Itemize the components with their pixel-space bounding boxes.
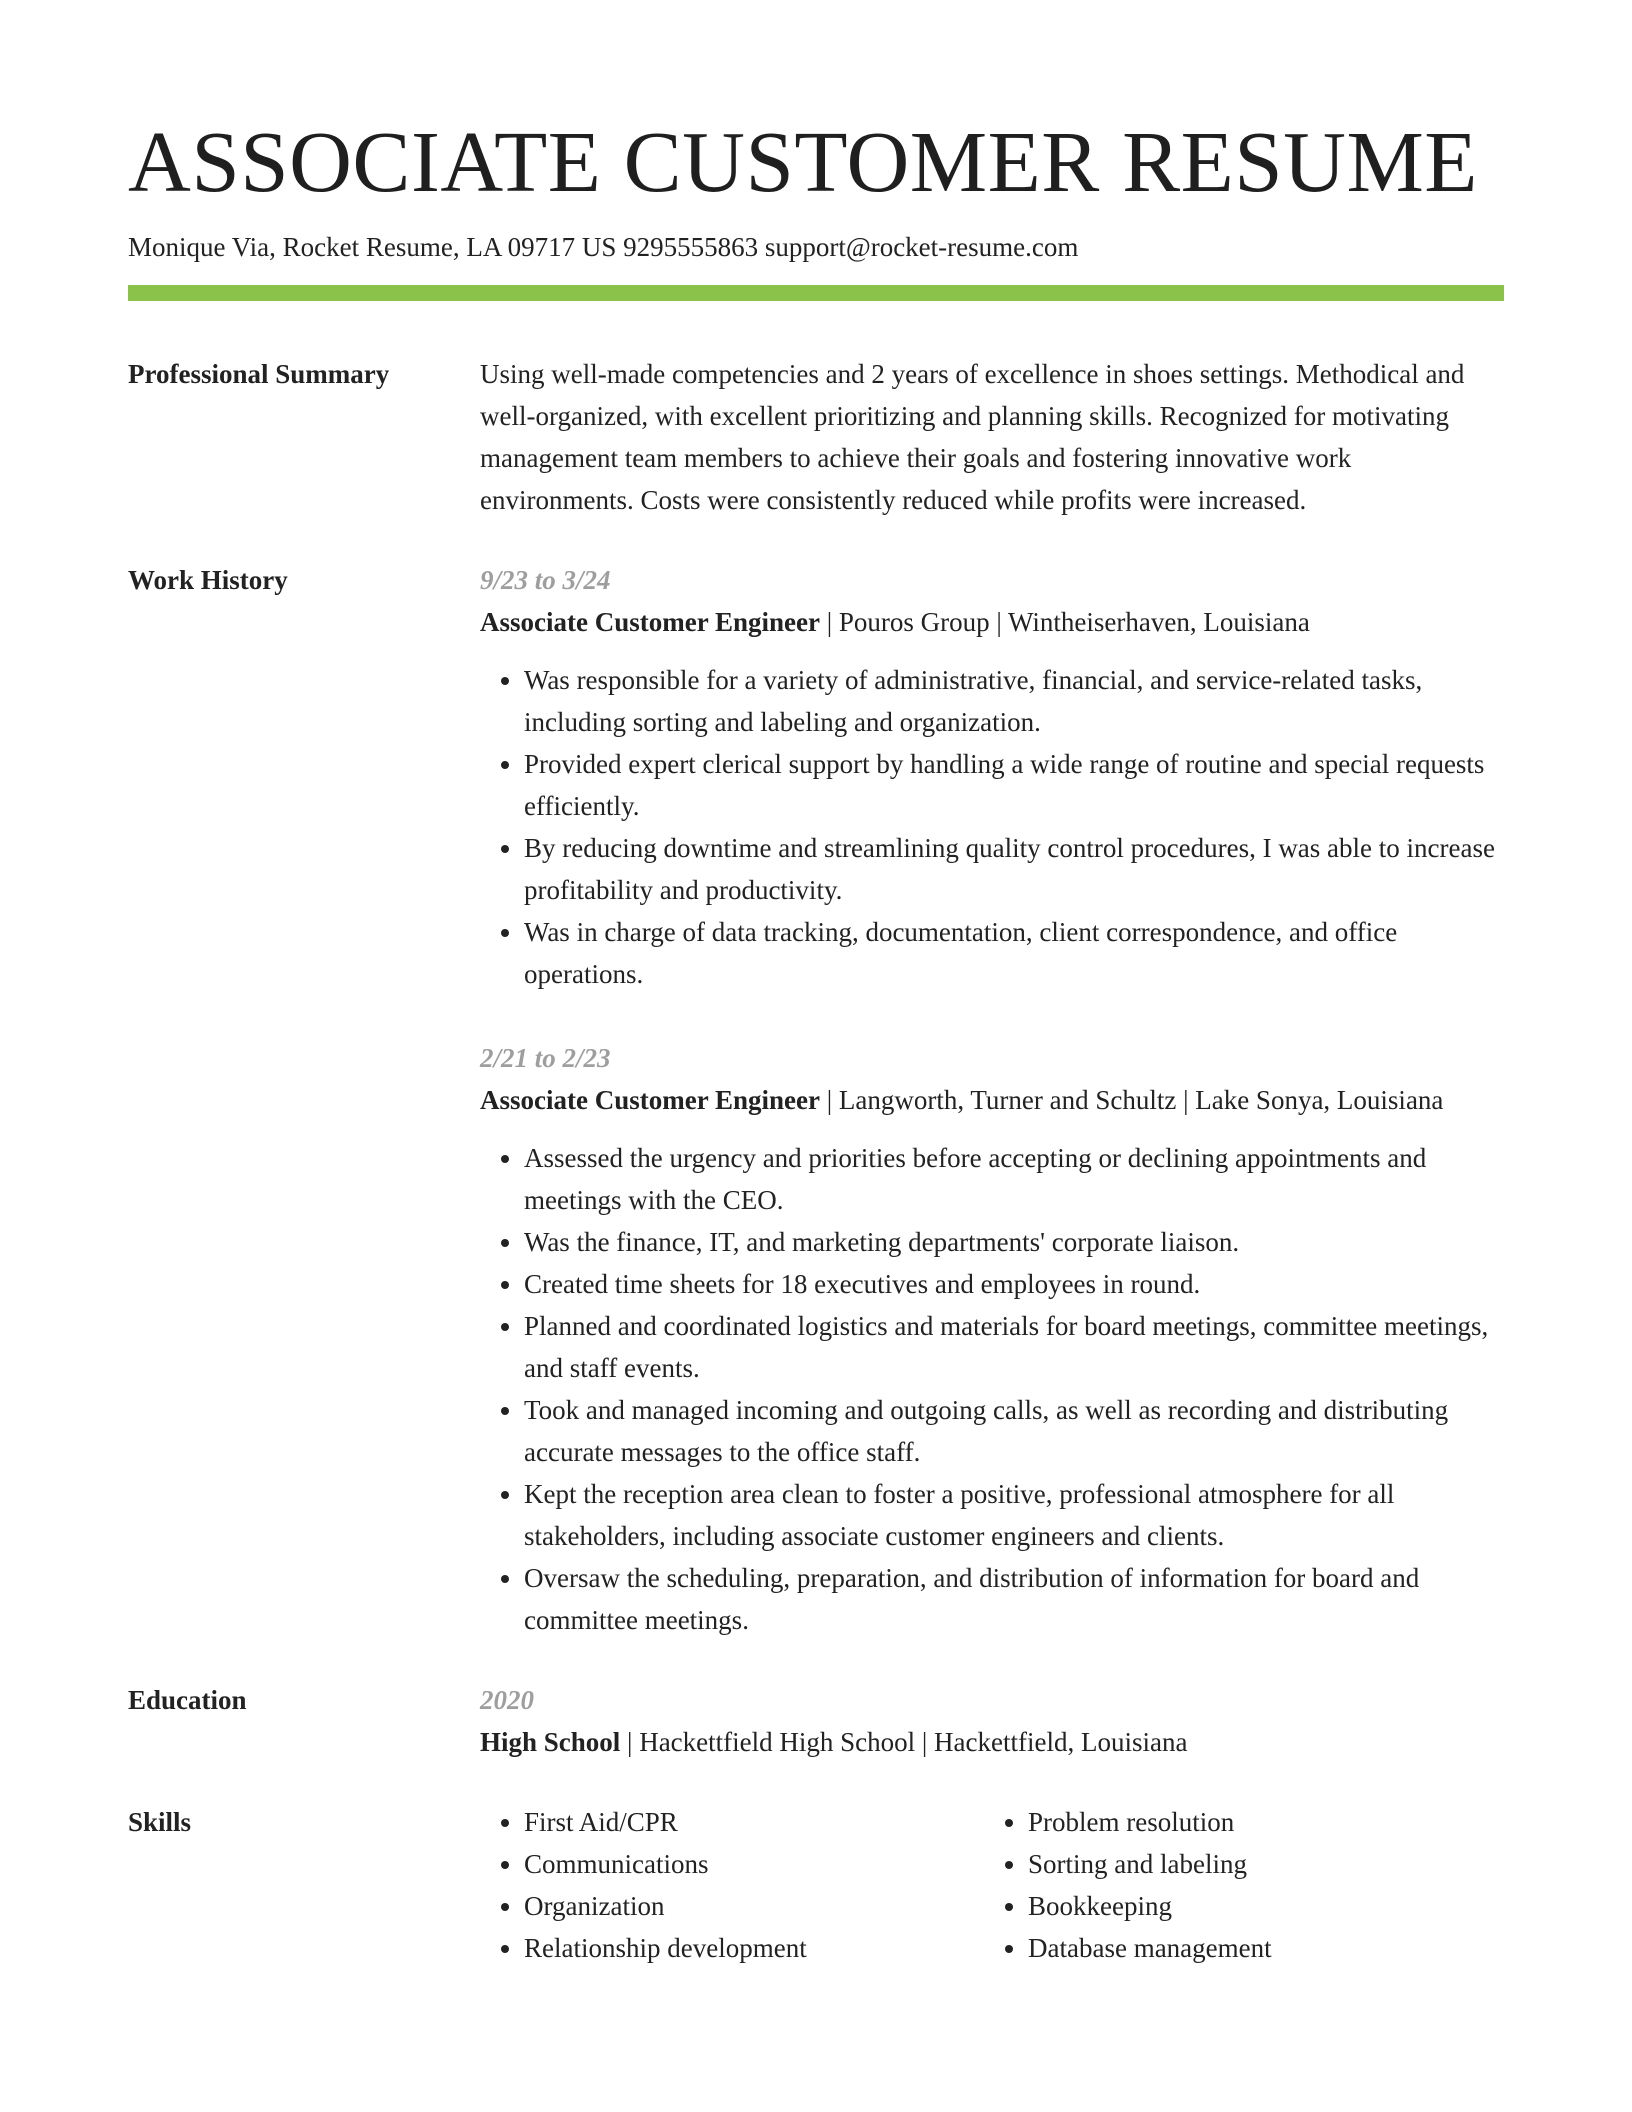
job-date: 9/23 to 3/24	[480, 565, 611, 596]
education-heading	[480, 1721, 1504, 1763]
list-item: • Was responsible for a variety of administrative, financial, and service-related tasks, including sorting and labeling and organization.	[524, 659, 1504, 743]
skills-body	[480, 1801, 1504, 1969]
job-entry	[480, 1037, 1504, 1641]
list-item: • Organization	[524, 1885, 984, 1927]
accent-divider	[128, 285, 1504, 301]
job-details: | Langworth, Turner and Schultz | Lake Sonya, Louisiana	[819, 1085, 1444, 1116]
job-details: | Pouros Group | Wintheiserhaven, Louisiana	[819, 607, 1310, 638]
section-label-skills: Skills	[128, 1807, 192, 1838]
list-item: • Kept the reception area clean to foster a positive, professional atmosphere for all stakeholders, including associate customer engineers and clients.	[524, 1473, 1504, 1557]
skills-list-left	[480, 1801, 984, 1969]
work-history-body	[480, 559, 1504, 1641]
skills-list-right	[984, 1801, 1488, 1969]
section-skills	[128, 1801, 1504, 1969]
education-body	[480, 1679, 1504, 1763]
list-item: • Created time sheets for 18 executives and employees in round.	[524, 1263, 1504, 1305]
list-item: • Database management	[1028, 1927, 1488, 1969]
list-item: • First Aid/CPR	[524, 1801, 984, 1843]
section-summary	[128, 353, 1504, 521]
education-date: 2020	[480, 1685, 534, 1716]
job-date: 2/21 to 2/23	[480, 1043, 611, 1074]
resume-title: ASSOCIATE CUSTOMER RESUME	[128, 113, 1478, 210]
list-item: • Oversaw the scheduling, preparation, and distribution of information for board and committee meetings.	[524, 1557, 1504, 1641]
list-item: • Planned and coordinated logistics and materials for board meetings, committee meetings, and staff events.	[524, 1305, 1504, 1389]
list-item: • By reducing downtime and streamlining quality control procedures, I was able to increase profitability and productivity.	[524, 827, 1504, 911]
job-heading	[480, 1079, 1504, 1121]
resume-page	[128, 113, 1504, 1969]
section-education	[128, 1679, 1504, 1763]
education-degree: High School	[480, 1727, 621, 1758]
section-label-summary: Professional Summary	[128, 359, 390, 390]
job-bullets	[480, 659, 1504, 995]
list-item: • Problem resolution	[1028, 1801, 1488, 1843]
job-title: Associate Customer Engineer	[480, 607, 820, 638]
job-heading	[480, 601, 1504, 643]
job-title: Associate Customer Engineer	[480, 1085, 820, 1116]
contact-line: Monique Via, Rocket Resume, LA 09717 US 9295555863 support@rocket-resume.com	[128, 232, 1079, 262]
section-label-education: Education	[128, 1685, 247, 1716]
job-bullets	[480, 1137, 1504, 1641]
list-item: • Relationship development	[524, 1927, 984, 1969]
education-details: | Hackettfield High School | Hackettfield, Louisiana	[620, 1727, 1188, 1758]
summary-text: Using well-made competencies and 2 years of excellence in shoes settings. Methodical and well-organized, with excellent prioritizing and planning skills. Recognized for motivating management team members to achieve their goals and fostering innovative work environments. Costs were consistently reduced while profits were increased.	[480, 359, 1465, 516]
section-work-history	[128, 559, 1504, 1641]
job-entry	[480, 559, 1504, 995]
list-item: • Provided expert clerical support by handling a wide range of routine and special requests efficiently.	[524, 743, 1504, 827]
list-item: • Assessed the urgency and priorities before accepting or declining appointments and meetings with the CEO.	[524, 1137, 1504, 1221]
list-item: • Bookkeeping	[1028, 1885, 1488, 1927]
list-item: • Sorting and labeling	[1028, 1843, 1488, 1885]
list-item: • Took and managed incoming and outgoing calls, as well as recording and distributing accurate messages to the office staff.	[524, 1389, 1504, 1473]
list-item: • Communications	[524, 1843, 984, 1885]
section-label-work-history: Work History	[128, 565, 288, 596]
list-item: • Was the finance, IT, and marketing departments' corporate liaison.	[524, 1221, 1504, 1263]
list-item: • Was in charge of data tracking, documentation, client correspondence, and office operations.	[524, 911, 1504, 995]
